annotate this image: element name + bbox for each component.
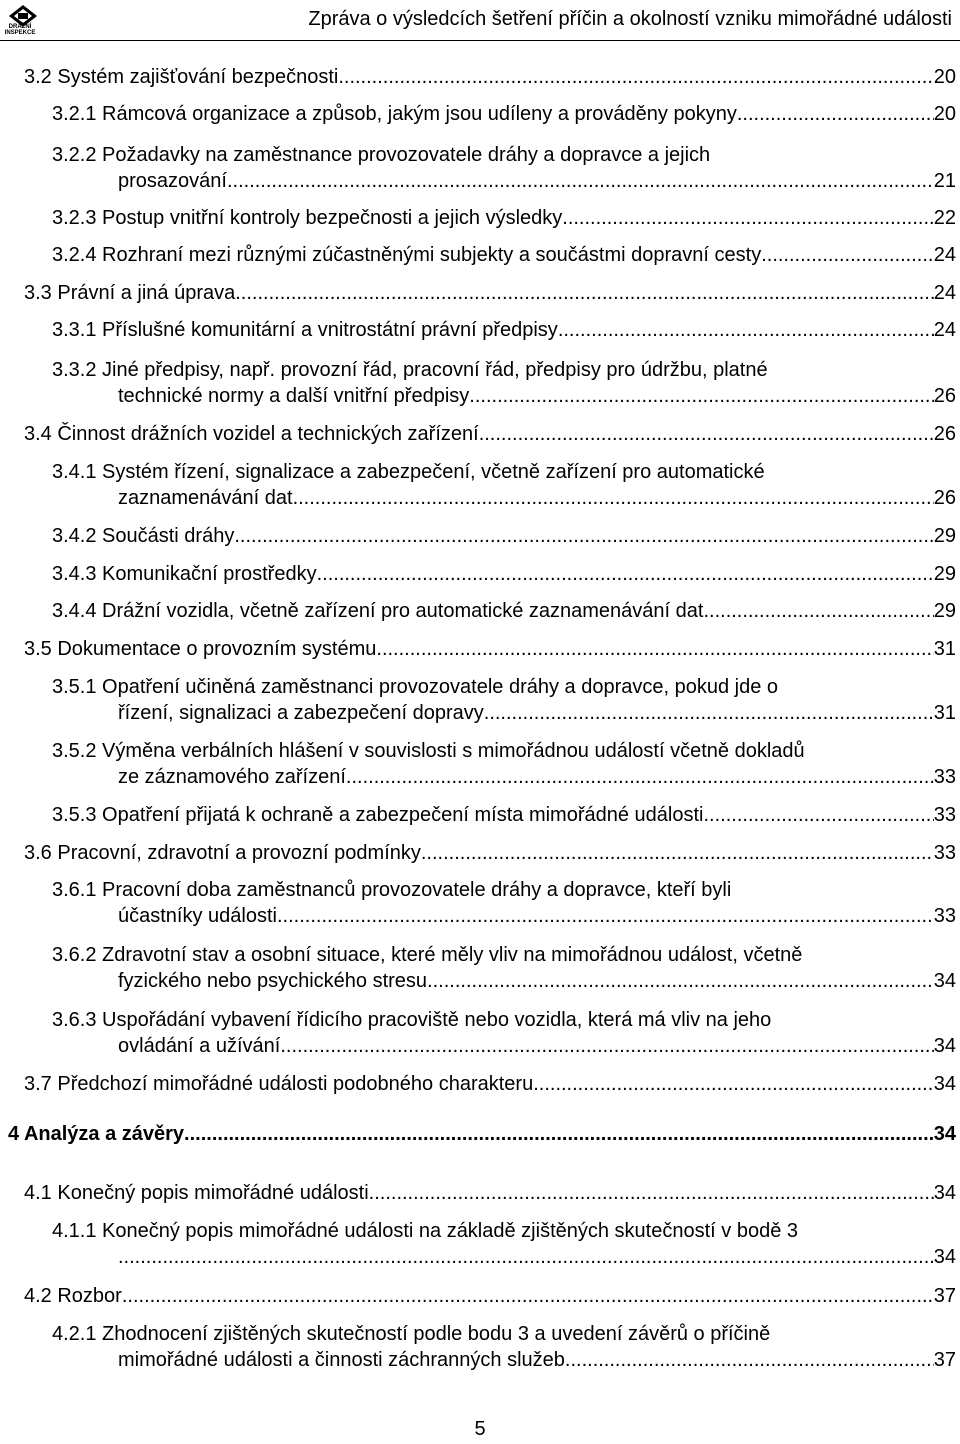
- toc-entry-3-4[interactable]: [24, 421, 956, 447]
- toc-entry-text-line1: 3.6.1 Pracovní doba zaměstnanců provozovatele dráhy a dopravce, kteří byli: [52, 879, 732, 901]
- toc-entry-page: 33: [933, 842, 956, 864]
- toc-entry-page: 26: [933, 487, 956, 509]
- toc-entry-text: 3.4.4 Drážní vozidla, včetně zařízení pro automatické zaznamenávání dat: [52, 600, 704, 622]
- toc-leader: [184, 1121, 934, 1147]
- toc-entry-3-5[interactable]: [24, 636, 956, 662]
- toc-entry-text: 3.3.1 Příslušné komunitární a vnitrostátní právní předpisy: [52, 319, 558, 341]
- toc-entry-page: 20: [933, 66, 956, 88]
- toc-entry-page: 34: [933, 970, 956, 992]
- toc-entry-text-line2: ze záznamového zařízení: [118, 766, 346, 788]
- toc-entry-page: 34: [933, 1073, 956, 1095]
- toc-entry-text: 4.1 Konečný popis mimořádné události: [24, 1182, 369, 1204]
- toc-leader: [703, 802, 933, 828]
- toc-entry-page: 21: [933, 170, 956, 192]
- toc-entry-text-line2: zaznamenávání dat: [118, 487, 293, 509]
- toc-entry-text: 4 Analýza a závěry: [8, 1123, 185, 1145]
- toc-entry-text-line1: 3.5.2 Výměna verbálních hlášení v souvislosti s mimořádnou událostí včetně dokladů: [52, 740, 805, 762]
- toc-entry-page: 24: [933, 244, 956, 266]
- toc-entry-page: 33: [933, 766, 956, 788]
- toc-entry-page: 34: [933, 1246, 956, 1268]
- toc-entry-3-5-2[interactable]: [52, 738, 956, 790]
- toc-leader: [558, 317, 934, 343]
- toc-entry-3-4-2[interactable]: [52, 523, 956, 549]
- toc-leader: [118, 1244, 934, 1270]
- toc-entry-3-3[interactable]: [24, 280, 956, 306]
- toc-entry-text-line2: fyzického nebo psychického stresu: [118, 970, 428, 992]
- toc-entry-text-line1: 3.6.2 Zdravotní stav a osobní situace, které měly vliv na mimořádnou událost, včetně: [52, 944, 803, 966]
- toc-entry-4-1[interactable]: [24, 1180, 956, 1206]
- toc-entry-3-7[interactable]: [24, 1071, 956, 1097]
- toc-leader: [317, 561, 934, 587]
- toc-entry-text: 3.2.4 Rozhraní mezi různými zúčastněnými subjekty a součástmi dopravní cesty: [52, 244, 762, 266]
- toc-leader: [479, 421, 934, 447]
- toc-entry-page: 29: [933, 600, 956, 622]
- toc-entry-text: 3.4.2 Součásti dráhy: [52, 525, 235, 547]
- toc-entry-text-line1: 3.4.1 Systém řízení, signalizace a zabezpečení, včetně zařízení pro automatické: [52, 461, 765, 483]
- toc-entry-text-line2: účastníky události: [118, 905, 277, 927]
- toc-entry-page: 31: [933, 702, 956, 724]
- toc-entry-page: 24: [933, 319, 956, 341]
- toc-leader: [277, 903, 934, 929]
- toc-entry-page: 34: [933, 1035, 956, 1057]
- toc-entry-text-line1: 3.3.2 Jiné předpisy, např. provozní řád, pracovní řád, předpisy pro údržbu, platné: [52, 359, 768, 381]
- toc-entry-text: 3.5.3 Opatření přijatá k ochraně a zabezpečení místa mimořádné události: [52, 804, 704, 826]
- toc-entry-text-line2: ovládání a užívání: [118, 1035, 281, 1057]
- toc-entry-text-line2: řízení, signalizaci a zabezpečení dopravy: [118, 702, 484, 724]
- toc-entry-text: 3.2.3 Postup vnitřní kontroly bezpečnosti a jejich výsledky: [52, 207, 563, 229]
- toc-entry-3-6[interactable]: [24, 840, 956, 866]
- toc-entry-text-line2: prosazování: [118, 170, 227, 192]
- header-rule: [0, 40, 960, 41]
- toc-entry-3-2-2[interactable]: [52, 142, 956, 194]
- toc-entry-3-4-3[interactable]: [52, 561, 956, 587]
- toc-entry-3-5-3[interactable]: [52, 802, 956, 828]
- toc-entry-page: 33: [933, 804, 956, 826]
- toc-entry-text: 3.2 Systém zajišťování bezpečnosti: [24, 66, 339, 88]
- header-title: Zpráva o výsledcích šetření příčin a okolností vzniku mimořádné události: [308, 8, 952, 30]
- toc-entry-text-line2: mimořádné události a činnosti záchranných služeb: [118, 1349, 565, 1371]
- toc-leader: [122, 1283, 934, 1309]
- toc-entry-3-3-2[interactable]: [52, 357, 956, 409]
- toc-entry-page: 26: [933, 385, 956, 407]
- toc-entry-page: 33: [933, 905, 956, 927]
- logo-text: DRÁŽNÍ INSPEKCE: [4, 24, 36, 36]
- toc-entry-text-line1: 3.5.1 Opatření učiněná zaměstnanci provozovatele dráhy a dopravce, pokud jde o: [52, 676, 779, 698]
- toc-leader: [565, 1347, 934, 1373]
- toc-leader: [737, 101, 934, 127]
- toc-entry-3-5-1[interactable]: [52, 674, 956, 726]
- toc-entry-text-line1: 4.2.1 Zhodnocení zjištěných skutečností podle bodu 3 a uvedení závěrů o příčině: [52, 1323, 771, 1345]
- toc-leader: [421, 840, 934, 866]
- toc-leader: [376, 636, 933, 662]
- toc-entry-3-6-1[interactable]: [52, 877, 956, 929]
- toc-leader: [369, 1180, 934, 1206]
- toc-entry-page: 37: [933, 1285, 956, 1307]
- toc-entry-page: 34: [933, 1182, 956, 1204]
- toc-leader: [346, 764, 934, 790]
- toc-leader: [703, 598, 933, 624]
- toc-entry-3-2-3[interactable]: [52, 205, 956, 231]
- toc-entry-text: 3.2.1 Rámcová organizace a způsob, jakým jsou udíleny a prováděny pokyny: [52, 103, 737, 125]
- toc-leader: [227, 168, 934, 194]
- toc-leader: [280, 1033, 933, 1059]
- toc-entry-page: 29: [933, 563, 956, 585]
- toc-entry-text: 3.4.3 Komunikační prostředky: [52, 563, 317, 585]
- toc-entry-4[interactable]: [8, 1121, 956, 1147]
- toc-entry-4-2-1[interactable]: [52, 1321, 956, 1373]
- toc-entry-3-6-3[interactable]: [52, 1007, 956, 1059]
- toc-entry-text-line1: 4.1.1 Konečný popis mimořádné události na základě zjištěných skutečností v bodě 3: [52, 1220, 798, 1242]
- toc-entry-text-line1: 3.6.3 Uspořádání vybavení řídicího pracoviště nebo vozidla, která má vliv na jeho: [52, 1009, 772, 1031]
- toc-entry-page: 26: [933, 423, 956, 445]
- toc-entry-text: 3.3 Právní a jiná úprava: [24, 282, 236, 304]
- toc-entry-page: 22: [933, 207, 956, 229]
- toc-leader: [234, 523, 933, 549]
- toc-entry-page: 31: [933, 638, 956, 660]
- toc-entry-text-line2: technické normy a další vnitřní předpisy: [118, 385, 470, 407]
- toc-entry-text: 3.6 Pracovní, zdravotní a provozní podmínky: [24, 842, 421, 864]
- toc-leader: [562, 205, 933, 231]
- toc-entry-page: 20: [933, 103, 956, 125]
- toc-entry-3-2-1[interactable]: [52, 101, 956, 127]
- toc-leader: [469, 383, 933, 409]
- toc-entry-text: 3.7 Předchozí mimořádné události podobného charakteru: [24, 1073, 534, 1095]
- toc-entry-text: 3.4 Činnost drážních vozidel a technických zařízení: [24, 423, 479, 445]
- toc-leader: [427, 968, 934, 994]
- toc-entry-page: 34: [933, 1123, 956, 1145]
- toc-entry-page: 24: [933, 282, 956, 304]
- toc-leader: [484, 700, 934, 726]
- toc-leader: [761, 242, 934, 268]
- page-header: [0, 0, 960, 44]
- toc-entry-4-1-1[interactable]: [52, 1218, 956, 1270]
- toc-entry-3-4-4[interactable]: [52, 598, 956, 624]
- toc-entry-page: 29: [933, 525, 956, 547]
- toc-entry-3-6-2[interactable]: [52, 942, 956, 994]
- toc-leader: [293, 485, 934, 511]
- toc-entry-text-line1: 3.2.2 Požadavky na zaměstnance provozovatele dráhy a dopravce a jejich: [52, 144, 711, 166]
- page-number: 5: [474, 1418, 486, 1440]
- toc-entry-3-2[interactable]: [24, 64, 956, 90]
- toc-entry-text: 4.2 Rozbor: [24, 1285, 122, 1307]
- toc-leader: [533, 1071, 934, 1097]
- toc-entry-text: 3.5 Dokumentace o provozním systému: [24, 638, 377, 660]
- toc-entry-4-2[interactable]: [24, 1283, 956, 1309]
- toc-leader: [338, 64, 933, 90]
- toc-entry-3-2-4[interactable]: [52, 242, 956, 268]
- toc-leader: [235, 280, 934, 306]
- toc-entry-3-4-1[interactable]: [52, 459, 956, 511]
- toc-entry-page: 37: [933, 1349, 956, 1371]
- toc-entry-3-3-1[interactable]: [52, 317, 956, 343]
